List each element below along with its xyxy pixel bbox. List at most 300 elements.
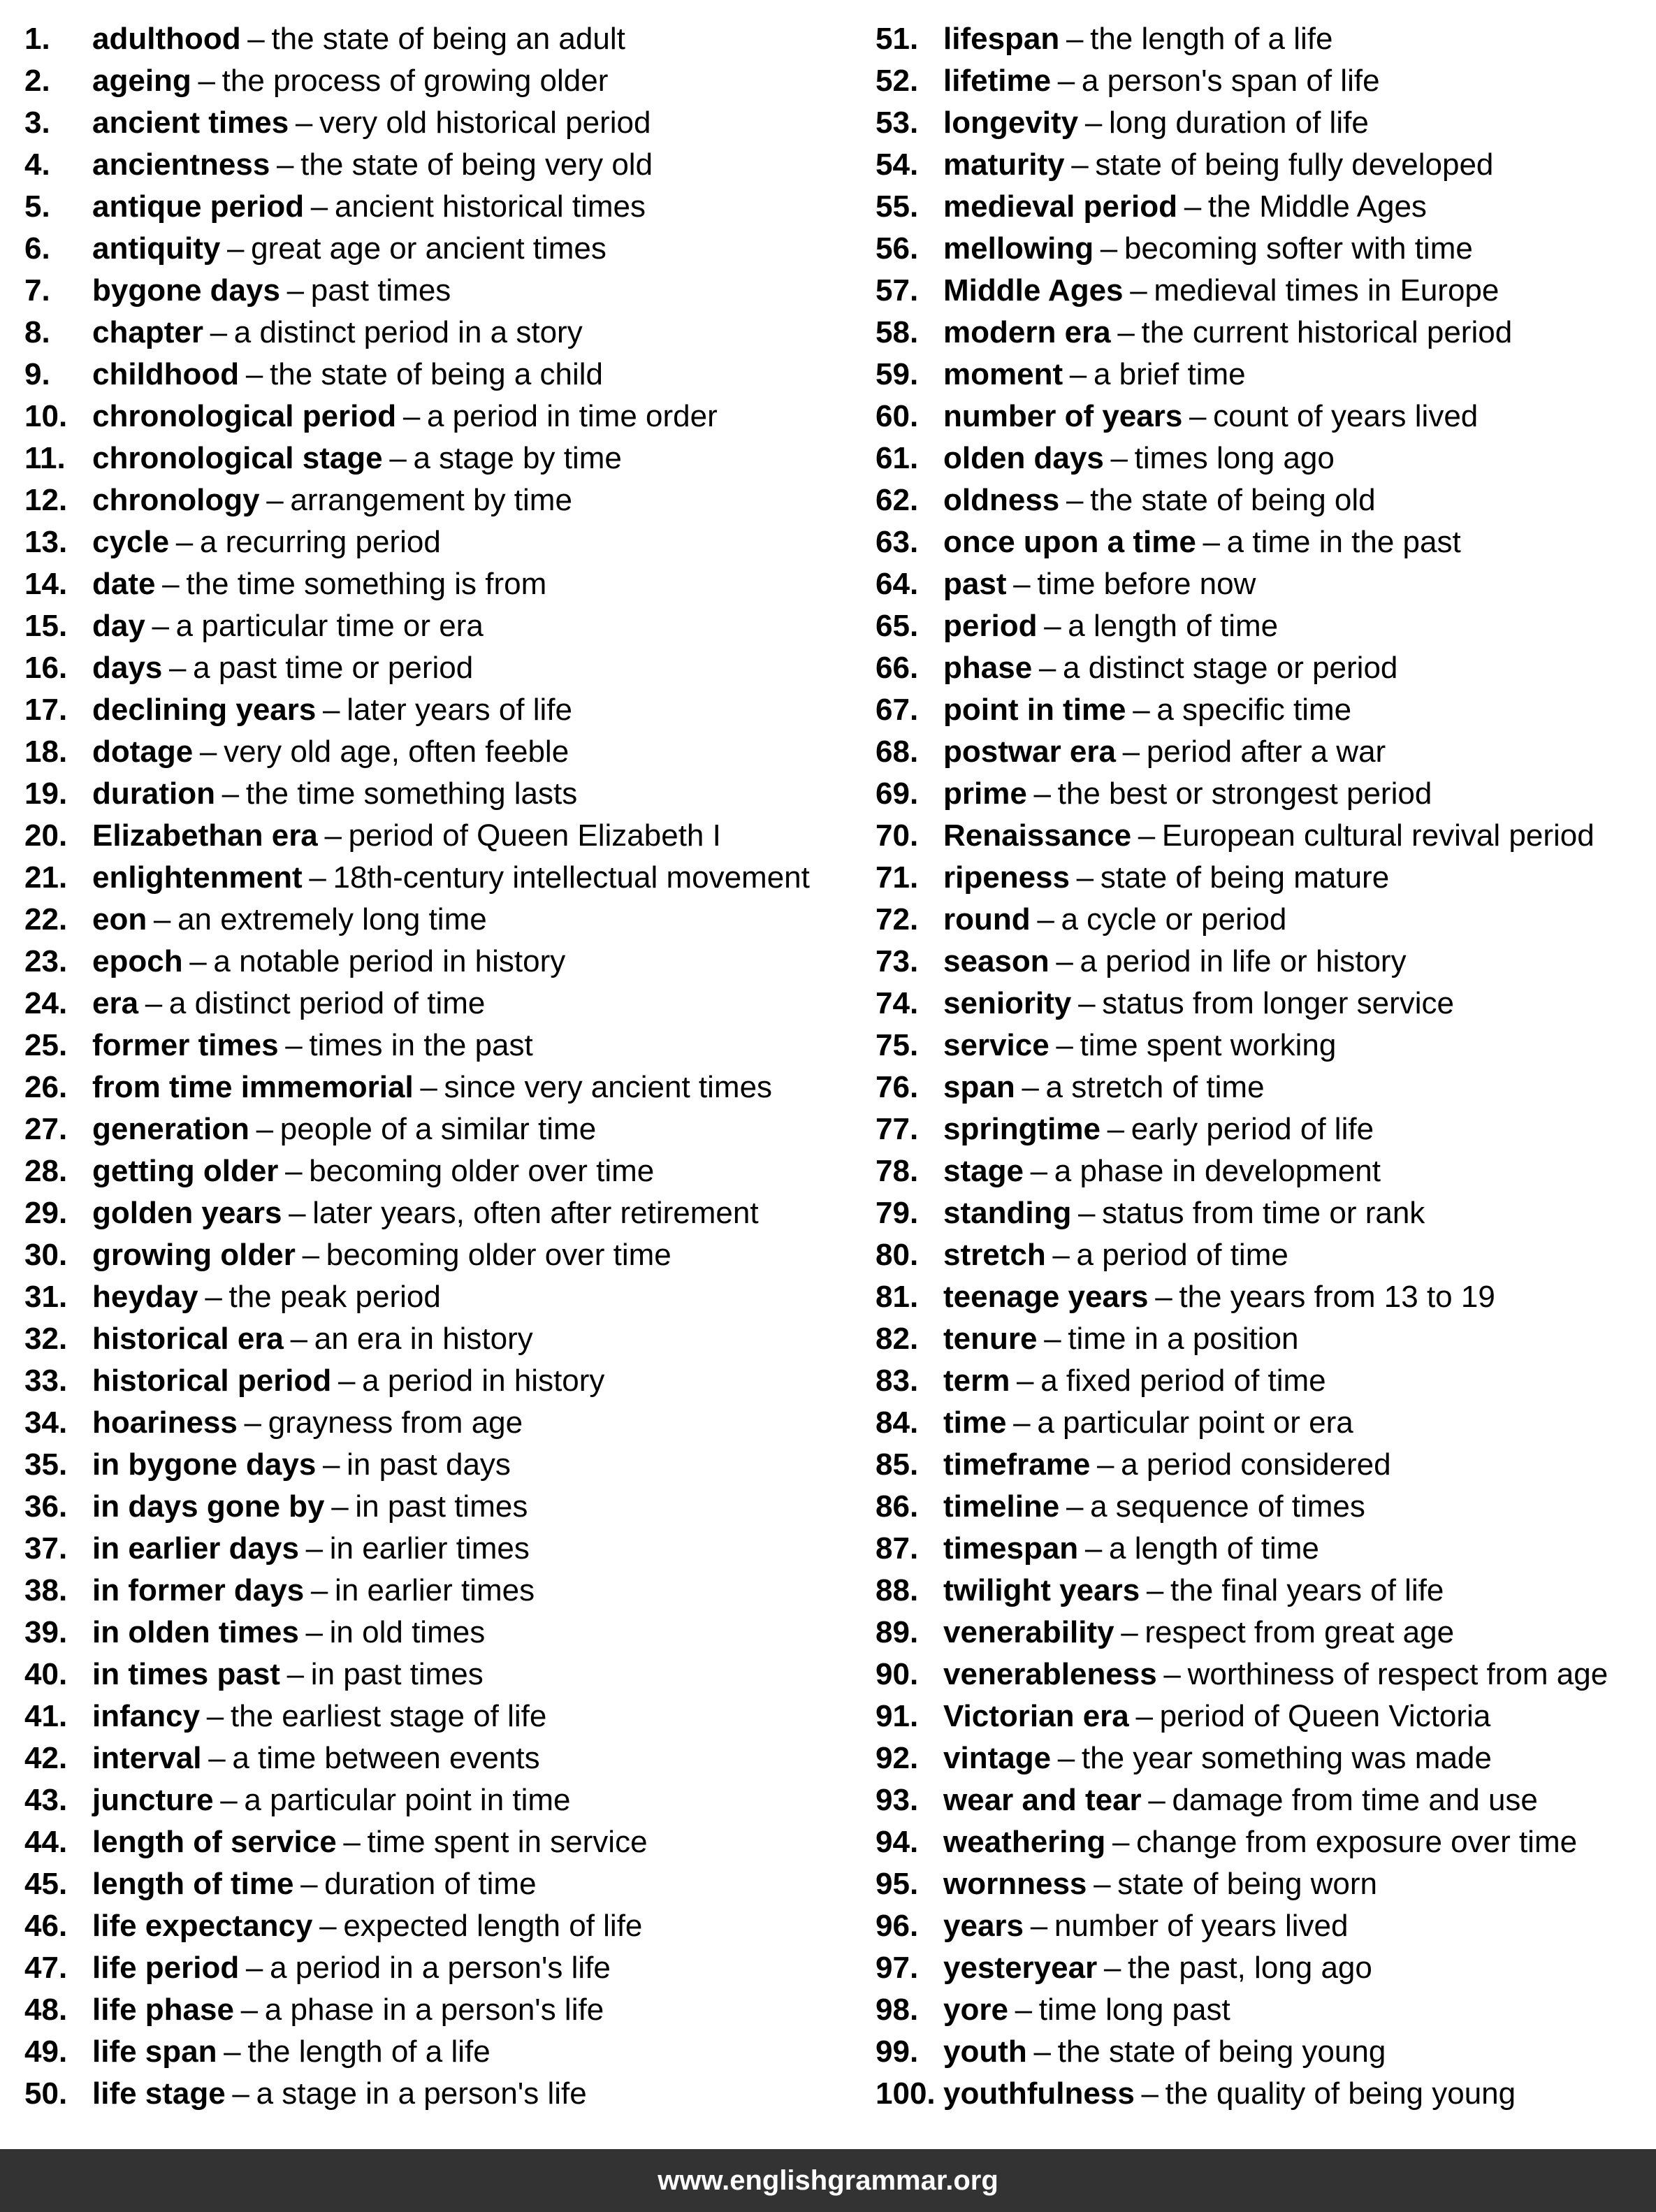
list-item	[876, 1486, 1651, 1528]
item-number: 68.	[876, 735, 919, 769]
item-body	[92, 1025, 533, 1067]
item-body	[92, 1654, 484, 1696]
list-item	[876, 1402, 1651, 1444]
item-number: 7.	[24, 273, 50, 308]
list-item	[876, 1905, 1651, 1947]
item-body	[92, 1779, 571, 1821]
item-body	[92, 1402, 523, 1444]
list-item	[876, 1696, 1651, 1737]
item-definition: change from exposure over time	[1136, 1825, 1578, 1859]
list-item	[24, 60, 849, 102]
item-definition: a specific time	[1156, 693, 1352, 727]
item-number: 23.	[24, 944, 68, 978]
item-number: 46.	[24, 1909, 68, 1943]
dash-separator: –	[1022, 1070, 1039, 1104]
item-body	[92, 983, 485, 1025]
list-item	[24, 1696, 849, 1737]
dash-separator: –	[1135, 1699, 1153, 1733]
item-body	[92, 312, 583, 354]
dash-separator: –	[1096, 1447, 1114, 1482]
item-body	[943, 438, 1335, 479]
item-term: childhood	[92, 357, 240, 391]
list-item	[24, 1779, 849, 1821]
item-body	[92, 1696, 546, 1737]
list-item	[24, 1654, 849, 1696]
dash-separator: –	[1084, 1531, 1103, 1566]
item-term: span	[943, 1070, 1015, 1104]
item-number: 20.	[24, 818, 68, 853]
item-body	[92, 1318, 533, 1360]
list-item	[876, 312, 1651, 354]
item-body	[92, 689, 572, 731]
list-item	[24, 1276, 849, 1318]
list-item	[876, 1234, 1651, 1276]
item-number: 98.	[876, 1993, 919, 2027]
item-body	[92, 1192, 759, 1234]
item-term: prime	[943, 776, 1027, 811]
item-definition: the quality of being young	[1165, 2076, 1516, 2111]
item-body	[943, 1108, 1374, 1150]
item-term: timeframe	[943, 1447, 1091, 1482]
dash-separator: –	[290, 1322, 308, 1356]
item-term: venerableness	[943, 1657, 1157, 1691]
list-item	[876, 857, 1651, 899]
item-term: duration	[92, 776, 215, 811]
item-term: Elizabethan era	[92, 818, 318, 853]
item-definition: count of years lived	[1213, 399, 1479, 433]
item-number: 24.	[24, 986, 68, 1020]
list-item	[876, 1821, 1651, 1863]
dash-separator: –	[1015, 1993, 1033, 2027]
item-number: 3.	[24, 106, 50, 140]
dash-separator: –	[1013, 1405, 1031, 1440]
item-definition: long duration of life	[1108, 106, 1369, 140]
dash-separator: –	[285, 1028, 303, 1062]
item-body	[943, 689, 1351, 731]
item-term: cycle	[92, 525, 170, 559]
item-number: 14.	[24, 567, 68, 601]
item-number: 38.	[24, 1573, 68, 1607]
dash-separator: –	[1141, 2076, 1159, 2111]
item-term: in days gone by	[92, 1489, 325, 1524]
list-item	[876, 1737, 1651, 1779]
item-number: 67.	[876, 693, 919, 727]
item-number: 80.	[876, 1238, 919, 1272]
list-item	[876, 18, 1651, 60]
item-number: 76.	[876, 1070, 919, 1104]
item-definition: worthiness of respect from age	[1187, 1657, 1608, 1691]
item-number: 47.	[24, 1951, 68, 1985]
list-item	[876, 1779, 1651, 1821]
item-term: round	[943, 902, 1031, 937]
item-definition: past times	[310, 273, 451, 308]
item-term: antiquity	[92, 231, 221, 266]
item-number: 97.	[876, 1951, 919, 1985]
list-item	[24, 1234, 849, 1276]
list-item	[24, 2031, 849, 2073]
dash-separator: –	[1066, 22, 1084, 56]
item-definition: state of being mature	[1100, 860, 1390, 895]
item-term: lifetime	[943, 64, 1052, 98]
list-item	[24, 815, 849, 857]
item-number: 42.	[24, 1741, 68, 1775]
list-item	[876, 1192, 1651, 1234]
item-body	[943, 1905, 1349, 1947]
item-definition: a length of time	[1068, 609, 1279, 643]
dash-separator: –	[286, 273, 305, 308]
item-definition: the peak period	[228, 1280, 441, 1314]
list-item	[24, 354, 849, 396]
list-item	[876, 2031, 1651, 2073]
item-term: springtime	[943, 1112, 1101, 1146]
item-body	[943, 1486, 1365, 1528]
item-body	[92, 2031, 491, 2073]
item-term: twilight years	[943, 1573, 1140, 1607]
dash-separator: –	[221, 776, 240, 811]
dash-separator: –	[245, 1951, 263, 1985]
list-item	[24, 1905, 849, 1947]
item-body	[943, 1654, 1608, 1696]
list-item	[876, 438, 1651, 479]
item-term: yore	[943, 1993, 1008, 2027]
item-term: life stage	[92, 2076, 226, 2111]
list-item	[24, 773, 849, 815]
list-item	[876, 1947, 1651, 1989]
item-number: 34.	[24, 1405, 68, 1440]
item-number: 99.	[876, 2034, 919, 2069]
dash-separator: –	[1110, 441, 1128, 475]
item-number: 6.	[24, 231, 50, 266]
item-term: past	[943, 567, 1007, 601]
item-definition: the best or strongest period	[1057, 776, 1432, 811]
item-term: modern era	[943, 315, 1111, 349]
list-item	[876, 60, 1651, 102]
item-definition: the current historical period	[1141, 315, 1513, 349]
item-term: generation	[92, 1112, 249, 1146]
item-body	[92, 1067, 772, 1108]
item-number: 15.	[24, 609, 68, 643]
dash-separator: –	[266, 483, 284, 517]
item-term: vintage	[943, 1741, 1052, 1775]
list-item	[24, 1989, 849, 2031]
item-number: 65.	[876, 609, 919, 643]
item-number: 2.	[24, 64, 50, 98]
item-body	[943, 983, 1454, 1025]
item-term: season	[943, 944, 1049, 978]
dash-separator: –	[337, 1364, 356, 1398]
item-term: dotage	[92, 735, 194, 769]
item-definition: people of a similar time	[279, 1112, 597, 1146]
dash-separator: –	[145, 986, 163, 1020]
dash-separator: –	[189, 944, 207, 978]
dash-separator: –	[309, 860, 326, 895]
item-term: historical era	[92, 1322, 284, 1356]
item-term: number of years	[943, 399, 1183, 433]
item-number: 32.	[24, 1322, 68, 1356]
item-body	[943, 228, 1473, 270]
dash-separator: –	[162, 567, 180, 601]
item-number: 84.	[876, 1405, 919, 1440]
list-item	[876, 2073, 1651, 2115]
item-number: 41.	[24, 1699, 68, 1733]
item-definition: respect from great age	[1145, 1615, 1455, 1649]
item-number: 52.	[876, 64, 919, 98]
word-list-right-column	[876, 18, 1651, 2115]
list-item	[24, 396, 849, 438]
item-term: life expectancy	[92, 1909, 313, 1943]
dash-separator: –	[310, 189, 328, 224]
list-item	[24, 689, 849, 731]
item-number: 95.	[876, 1867, 919, 1901]
item-body	[943, 2073, 1516, 2115]
item-body	[943, 773, 1432, 815]
item-body	[943, 270, 1499, 312]
item-definition: a cycle or period	[1061, 902, 1287, 937]
dash-separator: –	[420, 1070, 437, 1104]
item-term: ageing	[92, 64, 191, 98]
item-definition: the final years of life	[1170, 1573, 1444, 1607]
item-term: in former days	[92, 1573, 305, 1607]
item-definition: medieval times in Europe	[1154, 273, 1499, 308]
item-body	[943, 396, 1478, 438]
dash-separator: –	[1057, 64, 1075, 98]
list-item	[24, 899, 849, 941]
item-definition: a phase in development	[1054, 1154, 1381, 1188]
item-term: weathering	[943, 1825, 1106, 1859]
dash-separator: –	[245, 357, 263, 391]
item-definition: early period of life	[1131, 1112, 1374, 1146]
item-number: 25.	[24, 1028, 68, 1062]
item-body	[943, 18, 1332, 60]
list-item	[876, 899, 1651, 941]
dash-separator: –	[1038, 651, 1056, 685]
item-body	[92, 1444, 511, 1486]
list-item	[876, 1150, 1651, 1192]
list-item	[24, 18, 849, 60]
list-item	[876, 1360, 1651, 1402]
item-term: medieval period	[943, 189, 1178, 224]
dash-separator: –	[1066, 483, 1084, 517]
item-term: interval	[92, 1741, 202, 1775]
list-item	[876, 773, 1651, 815]
item-definition: a notable period in history	[213, 944, 566, 978]
item-body	[92, 354, 603, 396]
list-item	[24, 1947, 849, 1989]
item-body	[943, 605, 1278, 647]
list-item	[24, 479, 849, 521]
item-term: growing older	[92, 1238, 296, 1272]
item-definition: a period in life or history	[1080, 944, 1407, 978]
item-term: getting older	[92, 1154, 279, 1188]
item-body	[92, 102, 651, 144]
item-term: wornness	[943, 1867, 1087, 1901]
item-term: youthfulness	[943, 2076, 1135, 2111]
dash-separator: –	[1052, 1238, 1070, 1272]
dash-separator: –	[305, 1615, 323, 1649]
item-body	[92, 815, 721, 857]
item-body	[943, 1234, 1288, 1276]
dash-separator: –	[1056, 1028, 1073, 1062]
dash-separator: –	[1100, 231, 1118, 266]
item-number: 36.	[24, 1489, 68, 1524]
item-definition: in earlier times	[335, 1573, 535, 1607]
item-definition: in earlier times	[329, 1531, 530, 1566]
item-term: ancient times	[92, 106, 289, 140]
list-item	[876, 102, 1651, 144]
item-definition: an extremely long time	[177, 902, 487, 937]
item-definition: a period in history	[362, 1364, 605, 1398]
item-number: 10.	[24, 399, 68, 433]
item-definition: great age or ancient times	[251, 231, 607, 266]
item-body	[943, 1737, 1492, 1779]
item-number: 69.	[876, 776, 919, 811]
item-number: 59.	[876, 357, 919, 391]
item-definition: period of Queen Victoria	[1159, 1699, 1491, 1733]
item-body	[92, 186, 646, 228]
dash-separator: –	[153, 902, 171, 937]
item-definition: arrangement by time	[290, 483, 572, 517]
list-item	[24, 1737, 849, 1779]
dash-separator: –	[168, 651, 187, 685]
item-body	[943, 941, 1407, 983]
item-number: 81.	[876, 1280, 919, 1314]
dash-separator: –	[1078, 986, 1096, 1020]
item-number: 53.	[876, 106, 919, 140]
item-number: 82.	[876, 1322, 919, 1356]
item-term: day	[92, 609, 145, 643]
dash-separator: –	[1030, 1909, 1048, 1943]
list-item	[876, 1528, 1651, 1570]
item-body	[943, 1989, 1230, 2031]
dash-separator: –	[331, 1489, 349, 1524]
list-item	[24, 563, 849, 605]
item-term: epoch	[92, 944, 183, 978]
item-term: lifespan	[943, 22, 1060, 56]
item-term: antique period	[92, 189, 305, 224]
item-number: 19.	[24, 776, 68, 811]
item-body	[92, 1360, 604, 1402]
dash-separator: –	[289, 1196, 306, 1230]
item-term: former times	[92, 1028, 279, 1062]
item-definition: a distinct period in a story	[233, 315, 583, 349]
item-definition: later years, often after retirement	[312, 1196, 759, 1230]
dash-separator: –	[227, 231, 245, 266]
item-term: Middle Ages	[943, 273, 1124, 308]
dash-separator: –	[1130, 273, 1147, 308]
item-body	[943, 731, 1386, 773]
list-item	[876, 1612, 1651, 1654]
item-number: 63.	[876, 525, 919, 559]
item-definition: time long past	[1038, 1993, 1230, 2027]
item-definition: the earliest stage of life	[230, 1699, 547, 1733]
dash-separator: –	[1117, 315, 1135, 349]
list-item	[876, 731, 1651, 773]
dash-separator: –	[1078, 1196, 1096, 1230]
item-term: point in time	[943, 693, 1126, 727]
item-body	[92, 647, 473, 689]
item-body	[92, 899, 487, 941]
item-body	[943, 60, 1380, 102]
item-term: chronology	[92, 483, 260, 517]
item-definition: time before now	[1037, 567, 1256, 601]
list-item	[24, 1108, 849, 1150]
dash-separator: –	[1138, 818, 1156, 853]
dash-separator: –	[247, 22, 265, 56]
item-body	[92, 773, 577, 815]
dash-separator: –	[1107, 1112, 1125, 1146]
item-term: period	[943, 609, 1038, 643]
dash-separator: –	[1203, 525, 1220, 559]
item-definition: state of being worn	[1117, 1867, 1378, 1901]
item-number: 26.	[24, 1070, 68, 1104]
dash-separator: –	[1033, 2034, 1051, 2069]
item-number: 8.	[24, 315, 50, 349]
item-number: 70.	[876, 818, 919, 853]
list-item	[24, 1150, 849, 1192]
item-term: timeline	[943, 1489, 1060, 1524]
item-body	[943, 1444, 1391, 1486]
item-body	[92, 1947, 611, 1989]
item-definition: the state of being old	[1090, 483, 1376, 517]
item-body	[943, 1696, 1490, 1737]
item-definition: in past times	[310, 1657, 484, 1691]
item-body	[92, 270, 451, 312]
item-number: 87.	[876, 1531, 919, 1566]
item-number: 37.	[24, 1531, 68, 1566]
item-number: 28.	[24, 1154, 68, 1188]
list-item	[876, 941, 1651, 983]
dash-separator: –	[1163, 1657, 1181, 1691]
item-definition: a period in time order	[426, 399, 718, 433]
item-number: 85.	[876, 1447, 919, 1482]
list-item	[24, 941, 849, 983]
item-term: seniority	[943, 986, 1072, 1020]
item-term: length of service	[92, 1825, 337, 1859]
item-definition: status from time or rank	[1102, 1196, 1425, 1230]
item-body	[943, 899, 1286, 941]
item-body	[92, 857, 810, 899]
list-item	[876, 1067, 1651, 1108]
list-item	[876, 563, 1651, 605]
item-body	[943, 354, 1246, 396]
item-body	[943, 857, 1389, 899]
list-item	[876, 983, 1651, 1025]
item-term: enlightenment	[92, 860, 303, 895]
item-number: 58.	[876, 315, 919, 349]
item-number: 60.	[876, 399, 919, 433]
item-number: 40.	[24, 1657, 68, 1691]
list-item	[24, 270, 849, 312]
item-number: 83.	[876, 1364, 919, 1398]
dash-separator: –	[389, 441, 407, 475]
item-term: era	[92, 986, 139, 1020]
dash-separator: –	[1122, 735, 1140, 769]
item-definition: grayness from age	[268, 1405, 523, 1440]
list-item	[24, 1025, 849, 1067]
dash-separator: –	[319, 1909, 337, 1943]
item-term: declining years	[92, 693, 317, 727]
item-number: 50.	[24, 2076, 68, 2111]
item-definition: a particular point in time	[244, 1783, 571, 1817]
item-definition: becoming older over time	[309, 1154, 655, 1188]
dash-separator: –	[199, 735, 217, 769]
item-body	[92, 228, 607, 270]
item-body	[92, 731, 569, 773]
item-definition: becoming older over time	[326, 1238, 671, 1272]
item-term: chapter	[92, 315, 203, 349]
item-definition: a distinct period of time	[168, 986, 486, 1020]
item-number: 12.	[24, 483, 68, 517]
